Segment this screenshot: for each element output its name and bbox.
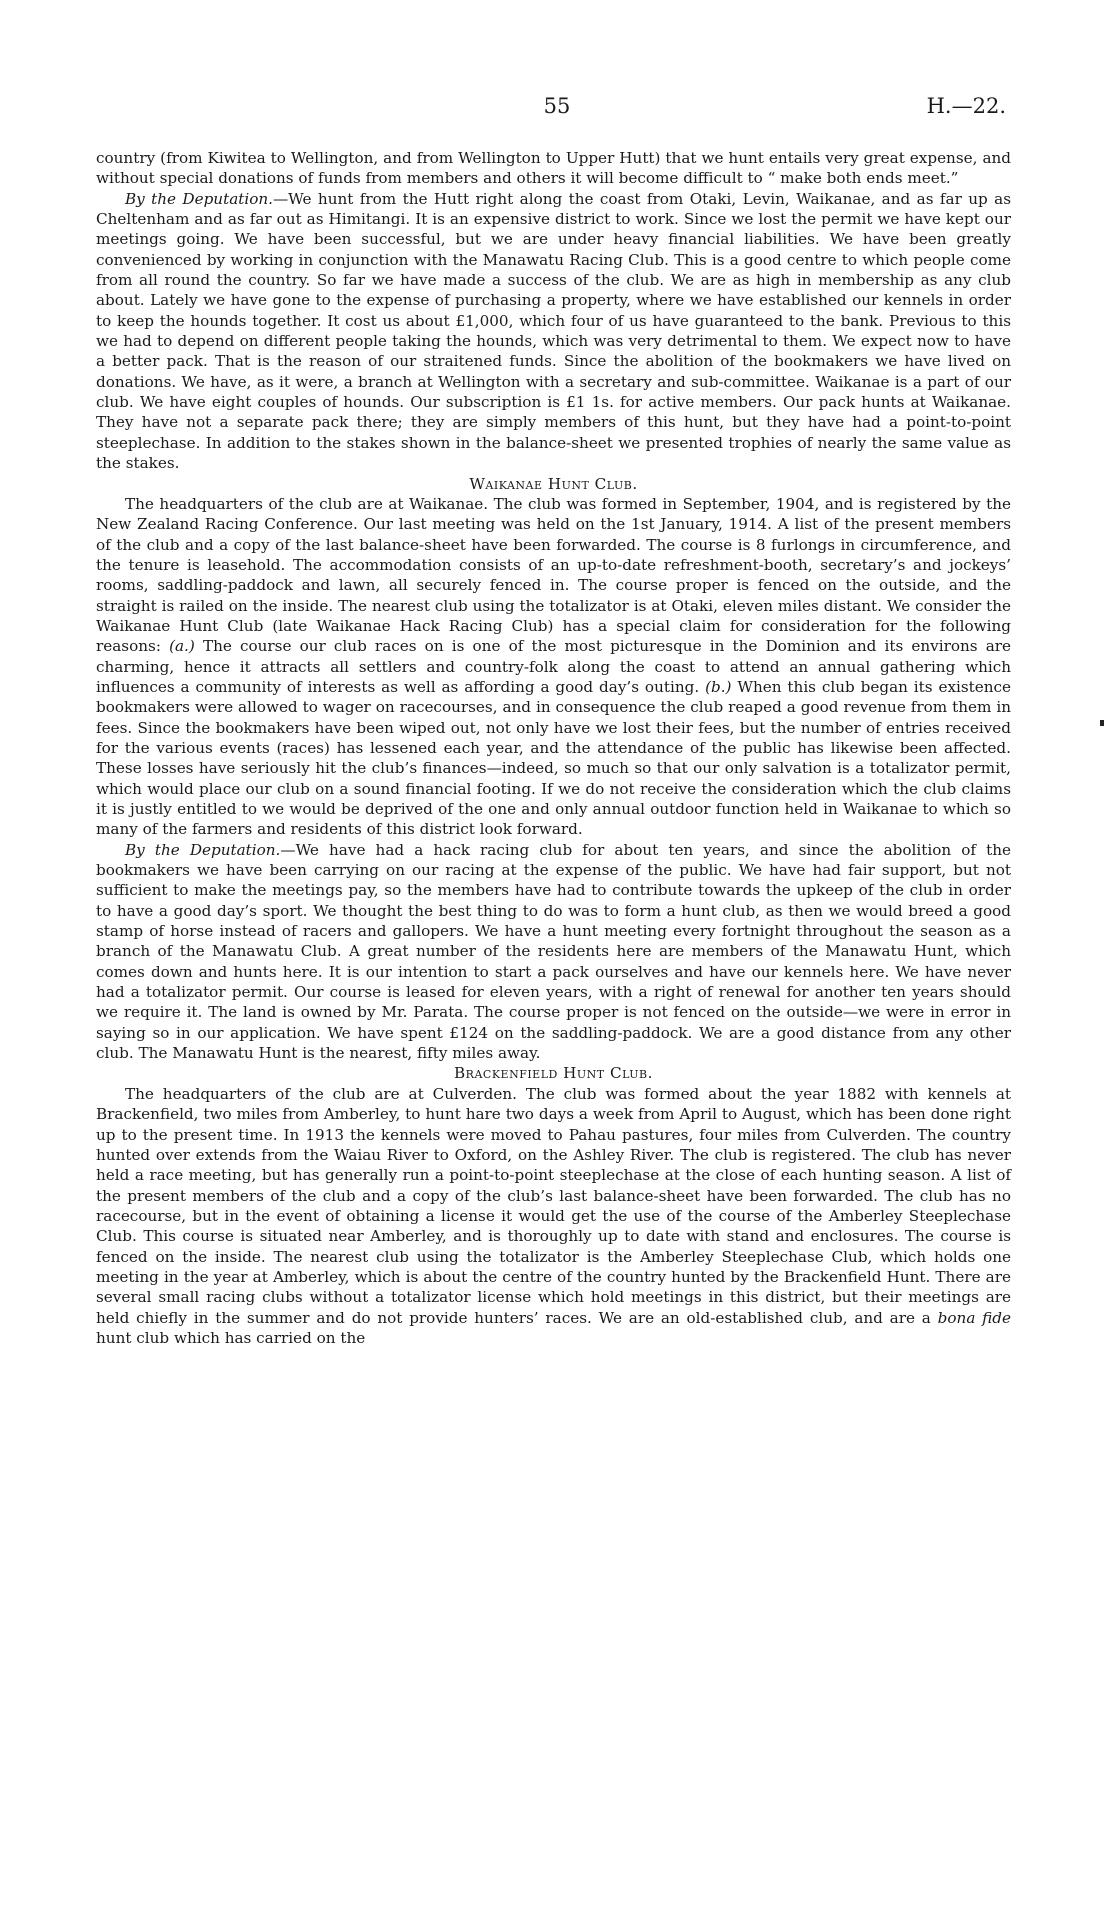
- waikanae-deputation-paragraph: [96, 840, 1011, 1064]
- paragraph-text: The headquarters of the club are at Culverden. The club was formed about the year 1882 with kennels at Brackenfield, two miles from Amberley, to hunt hare two days a week from April to August, which has been done right up to the present time. In 1913 the kennels were moved to Pahau pastures, four miles from Culverden. The country hunted over extends from the Waiau River to Oxford, on the Ashley River. The club is registered. The club has never held a race meeting, but has generally run a point-to-point steeplechase at the close of each hunting season. A list of the present members of the club and a copy of the club’s last balance-sheet have been forwarded. The club has no racecourse, but in the event of obtaining a license it would get the use of the course of the Amberley Steeplechase Club. This course is situated near Amberley, and is thoroughly up to date with stand and enclosures. The course is fenced on the inside. The nearest club using the totalizator is the Amberley Steeplechase Club, which holds one meeting in the year at Amberley, which is about the centre of the country hunted by the Brackenfield Hunt. There are several small racing clubs without a totalizator license which hold meetings in this district, but their meetings are held chiefly in the summer and do not provide hunters’ races. We are an old-established club, and are a: [96, 1084, 1011, 1327]
- paragraph-text: hunt club which has carried on the: [96, 1328, 366, 1347]
- speaker-label: By the Deputation.: [125, 189, 273, 208]
- paragraph-text: —We have had a hack racing club for about ten years, and since the abolition of the bookmakers we have been carrying on our racing at the expense of the public. We have had fair support, but not sufficient to make the meetings pay, so the members have had to contribute towards the upkeep of the club in order to have a good day’s sport. We thought the best thing to do was to form a hunt club, as then we would breed a good stamp of horse instead of racers and gallopers. We have a hunt meeting every fortnight throughout the season as a branch of the Manawatu Club. A great number of the residents here are members of the Manawatu Hunt, which comes down and hunts here. It is our intention to start a pack ourselves and have our kennels here. We have never had a totalizator permit. Our course is leased for eleven years, with a right of renewal for another ten years should we require it. The land is owned by Mr. Parata. The course proper is not fenced on the outside—we were in error in saying so in our application. We have spent £124 on the saddling-paddock. We are a good distance from any other club. The Manawatu Hunt is the nearest, fifty miles away.: [96, 840, 1011, 1063]
- paragraph-text: The headquarters of the club are at Waikanae. The club was formed in September, 1904, and is registered by the New Zealand Racing Conference. Our last meeting was held on the 1st January, 1914. A list of the present members of the club and a copy of the last balance-sheet have been forwarded. The course is 8 furlongs in circumference, and the tenure is leasehold. The accommodation consists of an up-to-date refreshment-booth, secretary’s and jockeys’ rooms, saddling-paddock and lawn, all securely fenced in. The course proper is fenced on the outside, and the straight is railed on the inside. The nearest club using the totalizator is at Otaki, eleven miles distant. We consider the Waikanae Hunt Club (late Waikanae Hack Racing Club) has a special claim for consideration for the following reasons:: [96, 494, 1011, 656]
- brackenfield-paragraph: [96, 1084, 1011, 1348]
- waikanae-paragraph: [96, 494, 1011, 840]
- page-number: 55: [543, 94, 571, 118]
- paragraph-text: —We hunt from the Hutt right along the coast from Otaki, Levin, Waikanae, and as far up as Cheltenham and as far out as Himitangi. It is an expensive district to work. Since we lost the permit we have kept our meetings going. We have been successful, but we are under heavy financial liabilities. We have been greatly convenienced by working in conjunction with the Manawatu Racing Club. This is a good centre to which people come from all round the country. So far we have made a success of the club. We are as high in membership as any club about. Lately we have gone to the expense of purchasing a property, where we have established our kennels in order to keep the hounds together. It cost us about £1,000, which four of us have guaranteed to the bank. Previous to this we had to depend on different people taking the hounds, which was very detrimental to them. We expect now to have a better pack. That is the reason of our straitened funds. Since the abolition of the bookmakers we have lived on donations. We have, as it were, a branch at Wellington with a secretary and sub-committee. Waikanae is a part of our club. We have eight couples of hounds. Our subscription is £1 1s. for active members. Our pack hunts at Waikanae. They have not a separate pack there; they are simply members of this hunt, but they have had a point-to-point steeplechase. In addition to the stakes shown in the balance-sheet we presented trophies of nearly the same value as the stakes.: [96, 189, 1011, 473]
- paragraph-text: When this club began its existence bookmakers were allowed to wager on racecourses, and in consequence the club reaped a good revenue from them in fees. Since the bookmakers have been wiped out, not only have we lost their fees, but the number of entries received for the various events (races) has lessened each year, and the attendance of the public has likewise been affected. These losses have seriously hit the club’s finances—indeed, so much so that our only salvation is a totalizator permit, which would place our club on a sound financial footing. If we do not receive the consideration which the club claims it is justly entitled to we would be deprived of the one and only annual outdoor function held in Waikanae to which so many of the farmers and residents of this district look forward.: [96, 677, 1012, 839]
- list-marker-b: (b.): [705, 677, 732, 696]
- paragraph-text: The course our club races on is one of the most picturesque in the Dominion and its environs are charming, hence it attracts all settlers and country-folk along the coast to attend an annual gathering which influences a community of interests as well as affording a good day’s outing.: [96, 637, 1012, 696]
- section-heading-brackenfield: Brackenfield Hunt Club.: [454, 1064, 653, 1083]
- paragraph-continuation: country (from Kiwitea to Wellington, and from Wellington to Upper Hutt) that we hunt entails very great expense, and without special donations of funds from members and others it will become difficult to “ make both ends meet.”: [96, 149, 1011, 188]
- deputation-paragraph: [96, 189, 1011, 474]
- scan-artifact: [1100, 720, 1104, 726]
- document-body: [96, 148, 1011, 1348]
- list-marker-a: (a.): [169, 637, 195, 656]
- speaker-label: By the Deputation.: [125, 840, 281, 859]
- italic-phrase: bona fide: [937, 1308, 1012, 1327]
- document-reference: H.—22.: [926, 94, 1006, 118]
- section-heading-waikanae: Waikanae Hunt Club.: [469, 474, 638, 493]
